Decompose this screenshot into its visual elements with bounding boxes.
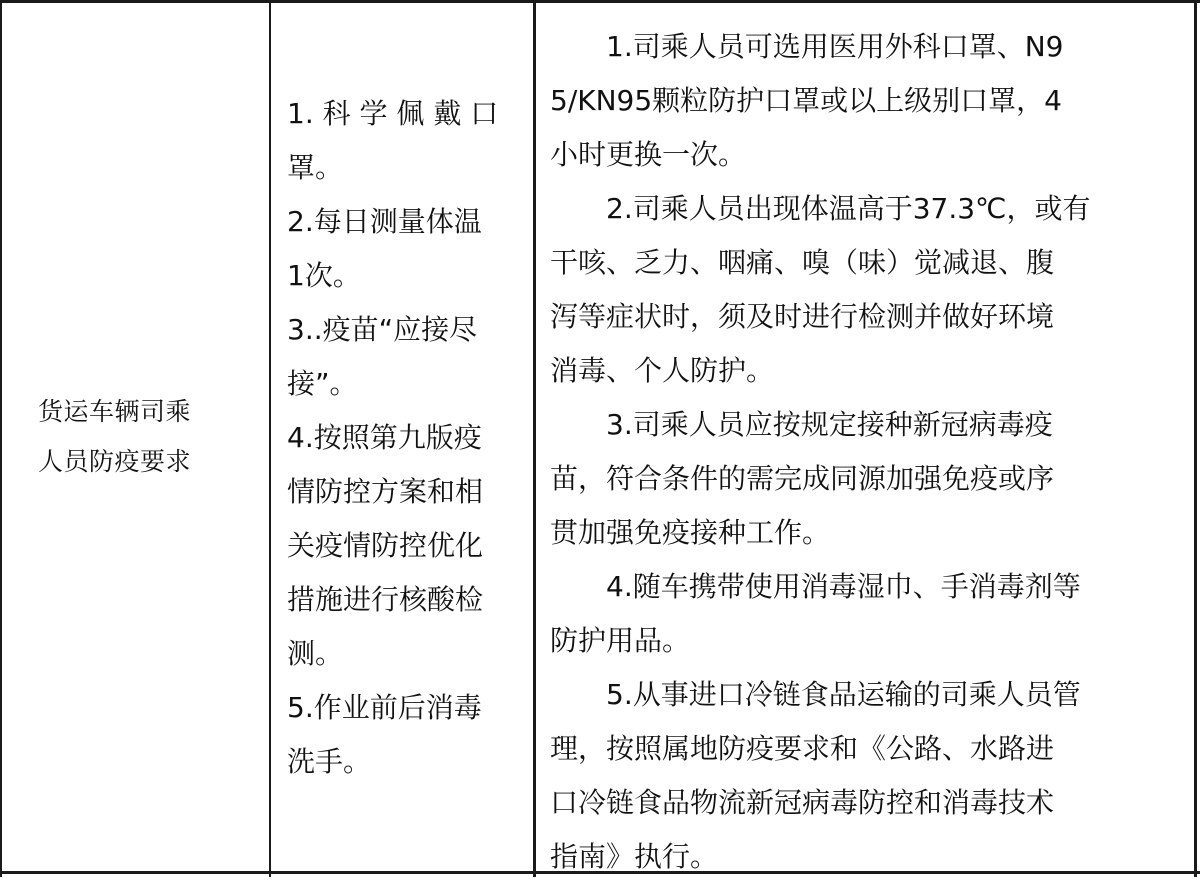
detail-line: 指南》执行。 [550, 840, 719, 873]
measure-line: 测。 [287, 637, 344, 670]
detail-paragraph [550, 398, 1186, 560]
detail-line: 1.司乘人员可选用医用外科口罩、N9 [606, 30, 1064, 63]
detail-paragraph [550, 20, 1186, 182]
measures-cell [271, 3, 533, 871]
measure-line: 措施进行核酸检 [287, 583, 484, 616]
measure-item [287, 303, 521, 411]
measure-line: 3..疫苗“应接尽 [287, 313, 478, 346]
detail-line: 口冷链食品物流新冠病毒防控和消毒技术 [550, 786, 1055, 819]
detail-line: 5.从事进口冷链食品运输的司乘人员管 [606, 678, 1081, 711]
detail-line: 干咳、乏力、咽痛、嗅（味）觉减退、腹 [550, 246, 1055, 279]
detail-line: 苗，符合条件的需完成同源加强免疫或序 [550, 462, 1055, 495]
measure-line: 5.作业前后消毒 [287, 691, 482, 724]
detail-line: 理，按照属地防疫要求和《公路、水路进 [550, 732, 1055, 765]
measure-line: 接”。 [287, 367, 358, 400]
detail-line: 小时更换一次。 [550, 138, 747, 171]
detail-line: 5/KN95颗粒防护口罩或以上级别口罩，4 [550, 84, 1062, 117]
measure-item [287, 87, 521, 195]
measure-line: 1. 科 学 佩 戴 口 [287, 97, 499, 130]
measure-item [287, 681, 521, 789]
category-line: 人员防疫要求 [38, 447, 192, 476]
measure-line: 关疫情防控优化 [287, 529, 484, 562]
measure-line: 2.每日测量体温 [287, 205, 482, 238]
measure-line: 1次。 [287, 259, 361, 292]
measure-item [287, 195, 521, 303]
detail-line: 泻等症状时，须及时进行检测并做好环境 [550, 300, 1055, 333]
measure-line: 洗手。 [287, 745, 372, 778]
detail-line: 4.随车携带使用消毒湿巾、手消毒剂等 [606, 570, 1081, 603]
category-cell [2, 3, 269, 871]
detail-line: 消毒、个人防护。 [550, 354, 775, 387]
detail-paragraph [550, 560, 1186, 668]
measure-line: 情防控方案和相 [287, 475, 484, 508]
category-line: 货运车辆司乘 [38, 397, 192, 426]
detail-line: 贯加强免疫接种工作。 [550, 516, 831, 549]
details-cell [536, 3, 1194, 871]
detail-line: 3.司乘人员应按规定接种新冠病毒疫 [606, 408, 1053, 441]
measure-item [287, 411, 521, 681]
category-label [38, 387, 191, 487]
table-right-border [1194, 0, 1197, 877]
detail-paragraph [550, 182, 1186, 398]
measure-line: 罩。 [287, 151, 344, 184]
detail-line: 防护用品。 [550, 624, 691, 657]
detail-line: 2.司乘人员出现体温高于37.3℃，或有 [606, 192, 1091, 225]
measure-line: 4.按照第九版疫 [287, 421, 482, 454]
detail-paragraph [550, 668, 1186, 884]
